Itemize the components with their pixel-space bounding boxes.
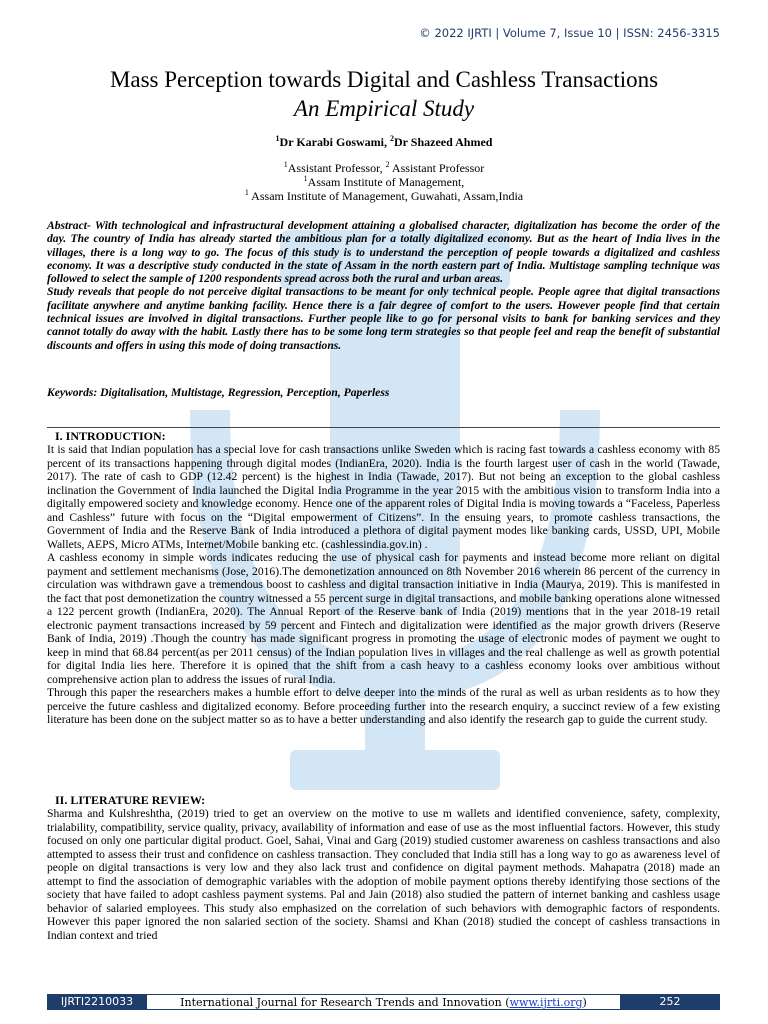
paper-title: Mass Perception towards Digital and Cashless Transactions [109, 67, 659, 92]
affiliation-line-3 [0, 189, 768, 203]
affiliation-institute: Assam Institute of Management, [307, 175, 465, 189]
affiliation-mark: 1 [283, 160, 288, 169]
author-line [0, 135, 768, 150]
affiliations [0, 161, 768, 203]
affiliation-mark: 1 [244, 188, 249, 197]
author2-affiliation-mark: 2 [390, 134, 394, 143]
abstract [47, 219, 720, 352]
author1-name: Dr Karabi Goswami, [279, 135, 390, 149]
section-divider [47, 427, 720, 428]
paper-subtitle: An Empirical Study [293, 96, 475, 121]
section-heading-introduction: I. INTRODUCTION: [55, 429, 166, 443]
affiliation-role-2: Assistant Professor [389, 161, 485, 175]
literature-review-paragraph-1: Sharma and Kulshreshtha, (2019) tried to get an overview on the motive to use m wallets and identified convenience, safety, complexity, trialability, compatibility, service quality, privacy, availability of information and ease of use as the most influential factors. However, this study focused on only one particular digital product. Goel, Sahai, Vinai and Garg (2019) studied customer awareness on cashless transactions and also attempted to assess their trust and confidence on cashless transaction. They concluded that India still has a long way to go as awareness level of people on digital transactions is very low and they also lack trust and confidence on digital payment methods. Mahapatra (2018) made an attempt to find the association of demographic variables with the adoption of mobile payment options thereby identifying those sections of the society that have failed to adopt cashless payment systems. Pal and Jain (2018) also studied the pattern of internet banking and cashless usage behavior of salaried employees. This study also emphasized on the correlation of such behaviors with demographic factors of respondents. However this paper ignored the non salaried section of the society. Shamsi and Khan (2018) studied the concept of cashless transactions in Indian context and tried [47, 807, 720, 942]
page-footer [47, 994, 720, 1010]
author1-affiliation-mark: 1 [275, 134, 280, 143]
affiliation-role-1: Assistant Professor, [287, 161, 386, 175]
section-heading-literature-review: II. LITERATURE REVIEW: [55, 793, 206, 807]
affiliation-mark: 1 [303, 174, 308, 183]
affiliation-address: Assam Institute of Management, Guwahati, Assam,India [248, 189, 524, 203]
journal-citation-header: © 2022 IJRTI | Volume 7, Issue 10 | ISSN: 2456-3315 [419, 26, 720, 40]
abstract-paragraph-1: Abstract- With technological and infrastructural development attaining a globalised character, digitalization has become the order of the day. The country of India has already started the ambitious plan for a totally digitalized economy. But as the heart of India lives in the villages, there is a long way to go. The focus of this study is to understand the perception of people towards a digitalized and cashless economy. It was a descriptive study conducted in the state of Assam in the north eastern part of India. Multistage sampling technique was followed to select the sample of 1200 respondents spread across both the rural and urban areas. [47, 219, 720, 286]
journal-website-link[interactable]: www.ijrti.org [509, 996, 583, 1009]
affiliation-mark: 2 [385, 160, 390, 169]
keywords: Keywords: Digitalisation, Multistage, Regression, Perception, Paperless [47, 386, 390, 399]
paper-id: IJRTI2210033 [47, 994, 147, 1010]
journal-name [147, 994, 620, 1010]
author2-name: Dr Shazeed Ahmed [394, 135, 493, 149]
introduction-body [47, 443, 720, 727]
journal-name-text: International Journal for Research Trends and Innovation ( [180, 996, 510, 1009]
introduction-paragraph-1: It is said that Indian population has a special love for cash transactions unlike Sweden which is racing fast towards a cashless economy with 85 percent of its transactions happening through digital modes (IndianEra, 2020). India is the fourth largest user of cash in the world (Tawade, 2017). The rate of cash to GDP (12.42 percent) is the highest in India (Tawade, 2017). But not being an exception to the global cashless inclination the Government of India launched the Digital India Programme in the year 2015 with the ambitious vision to transform India into a digitally empowered society and knowledge economy. Hence one of the apparent roles of Digital India is moving towards a “Faceless, Paperless and Cashless” future with focus on the “Digital empowerment of Citizens”. In the ensuing years, to promote cashless transactions, the Government of India and the Reserve Bank of India introduced a plethora of digital payment modes like banking cards, USSD, UPI, Mobile Wallets, AEPS, Micro ATMs, Internet/Mobile banking etc. (cashlessindia.gov.in) . [47, 443, 720, 551]
journal-name-close: ) [582, 996, 587, 1009]
introduction-paragraph-3: Through this paper the researchers makes a humble effort to delve deeper into the minds of the rural as well as urban residents as to how they perceive the future cashless and digitalized economy. Before proceeding further into the research enquiry, a succinct review of a few existing literature has been done on the subject matter so as to have a better understanding and also identify the research gap to guide the current study. [47, 686, 720, 726]
introduction-paragraph-2: A cashless economy in simple words indicates reducing the use of physical cash for payments and instead become more reliant on digital payment and settlement mechanisms (Jose, 2016).The demonetization announced on 8th November 2016 wherein 86 percent of the currency in circulation was withdrawn gave a tremendous boost to cashless and digital transaction initiative in India (Maurya, 2019). This is manifested in the fact that post demonetization the country witnessed a 55 percent surge in digital transactions, and mobile banking operations alone witnessed a 122 percent growth (IndianEra, 2020). The Annual Report of the Reserve bank of India (2019) mentions that in the year 2018-19 retail electronic payment transactions increased by 59 percent and Fintech and digitalization were identified as the major growth drivers (Reserve Bank of India, 2019) .Though the country has made significant progress in promoting the usage of electronic modes of payment we ought to keep in mind that 68.84 percent(as per 2011 census) of the Indian population lives in villages and the real challenge as well as growth potential for digital India lies here. Therefore it is opined that the shift from a cash heavy to a cashless economy looks over ambitious without comprehensive action plan to address the issues of rural India. [47, 551, 720, 686]
literature-review-body [47, 807, 720, 942]
abstract-paragraph-2: Study reveals that people do not perceive digital transactions to be meant for only technical people. People agree that digital transactions facilitate anywhere and anytime banking facility. Hence there is a fair degree of comfort to the users. However people find that certain technical issues are involved in digital transactions. Further people like to go for personal visits to bank for banking services and they cannot totally do away with the habit. Lastly there has to be some long term strategies so that people feel and reap the benefit of substantial discounts and offers in using this mode of doing transactions. [47, 285, 720, 352]
affiliation-line-1 [0, 161, 768, 175]
page-number: 252 [620, 994, 720, 1010]
affiliation-line-2 [0, 175, 768, 189]
